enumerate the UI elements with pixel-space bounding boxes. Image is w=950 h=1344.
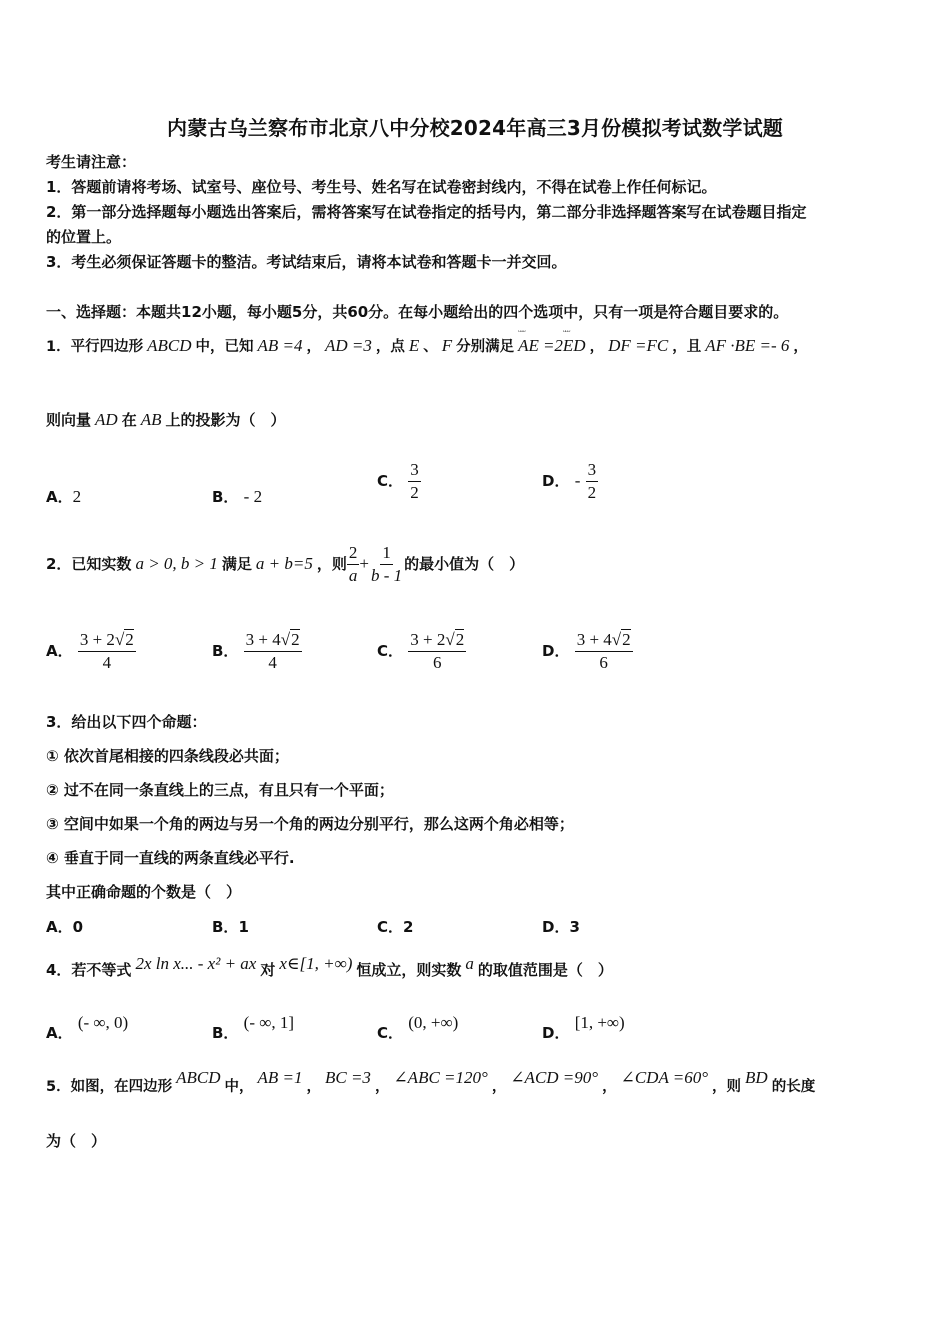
math: a + b=5 bbox=[255, 554, 313, 573]
text: 中， bbox=[224, 1079, 254, 1095]
q1-option-a[interactable] bbox=[46, 486, 81, 507]
option-label: A． bbox=[46, 1024, 73, 1042]
denominator: 2 bbox=[410, 483, 419, 502]
question-5-ask: 为（ ） bbox=[46, 1132, 107, 1150]
notice-item: 2．第一部分选择题每小题选出答案后，需将答案写在试卷指定的括号内，第二部分非选择题答案写在试卷题目指定 bbox=[46, 203, 807, 221]
radical-prefix: 3 + 4 bbox=[576, 630, 612, 649]
math: ABCD bbox=[176, 1068, 221, 1087]
text: ，点 bbox=[375, 339, 405, 355]
option-value: (- ∞, 1] bbox=[243, 1013, 295, 1032]
q3-option-c[interactable] bbox=[377, 916, 413, 937]
denominator: a bbox=[348, 566, 358, 585]
option-label: D． bbox=[542, 642, 570, 660]
text: 分别满足 bbox=[456, 339, 515, 355]
option-label: C． bbox=[377, 472, 404, 490]
math: 2x ln x... - x² + ax bbox=[135, 954, 257, 973]
math: F bbox=[441, 336, 453, 355]
text: 的长度 bbox=[771, 1079, 816, 1095]
option-value: (0, +∞) bbox=[408, 1013, 459, 1032]
denominator: 4 bbox=[102, 653, 112, 672]
text: ， bbox=[374, 1079, 390, 1095]
fraction bbox=[347, 543, 360, 586]
numerator: 3 + 4√2 bbox=[575, 630, 633, 652]
vector: ᵕᵕᵕ AE bbox=[518, 336, 539, 356]
option-value: 2 bbox=[403, 918, 414, 936]
text: ， bbox=[589, 339, 605, 355]
text: 的最小值为（ ） bbox=[404, 555, 525, 573]
question-1-ask bbox=[46, 410, 286, 430]
option-label: A． bbox=[46, 488, 73, 506]
q2-option-c[interactable] bbox=[377, 630, 466, 673]
statement: ② 过不在同一条直线上的三点，有且只有一个平面； bbox=[46, 781, 394, 799]
option-label: B． bbox=[212, 1024, 239, 1042]
question-2-stem bbox=[46, 543, 524, 586]
text: 、 bbox=[423, 339, 438, 355]
math: ∠CDA =60° bbox=[620, 1068, 709, 1087]
fraction bbox=[244, 630, 302, 673]
fraction bbox=[586, 460, 599, 503]
numerator: 3 bbox=[408, 460, 421, 482]
fraction bbox=[369, 543, 404, 586]
statement: ④ 垂直于同一直线的两条直线必平行. bbox=[46, 849, 295, 867]
text: 2．已知实数 bbox=[46, 555, 132, 573]
denominator: 6 bbox=[599, 653, 608, 672]
notice-item: 3．考生必须保证答题卡的整洁。考试结束后，请将本试卷和答题卡一并交回。 bbox=[46, 253, 567, 271]
q3-option-d[interactable] bbox=[542, 916, 580, 937]
denominator: b - 1 bbox=[370, 566, 403, 585]
fraction bbox=[408, 630, 466, 673]
option-value: 1 bbox=[238, 918, 249, 936]
numerator: 1 bbox=[380, 543, 393, 565]
text: ， bbox=[491, 1079, 507, 1095]
option-label: C． bbox=[377, 918, 404, 936]
radical-prefix: 3 + 4 bbox=[245, 630, 281, 649]
q3-option-b[interactable] bbox=[212, 916, 249, 937]
section-heading: 一、选择题：本题共12小题，每小题5分，共60分。在每小题给出的四个选项中，只有一项是符合题目要求的。 bbox=[46, 303, 789, 321]
math: ABCD bbox=[147, 336, 192, 355]
text: 5．如图，在四边形 bbox=[46, 1079, 173, 1095]
text: 4．若不等式 bbox=[46, 961, 132, 979]
text: 中，已知 bbox=[195, 339, 254, 355]
option-label: B． bbox=[212, 918, 239, 936]
option-value: - 2 bbox=[243, 487, 263, 506]
notice-item: 1．答题前请将考场、试室号、座位号、考生号、姓名写在试卷密封线内，不得在试卷上作任何标记。 bbox=[46, 178, 717, 196]
text: 恒成立，则实数 bbox=[356, 961, 462, 979]
denominator: 4 bbox=[268, 653, 277, 672]
denominator: 2 bbox=[587, 483, 597, 502]
text: ， bbox=[306, 1079, 321, 1095]
fraction bbox=[78, 630, 136, 673]
text: ， bbox=[306, 339, 321, 355]
text: ，则 bbox=[712, 1079, 742, 1095]
text: 则向量 bbox=[46, 411, 92, 429]
math: ∠ABC =120° bbox=[393, 1068, 488, 1087]
math: DF =FC bbox=[608, 336, 669, 355]
fraction bbox=[408, 460, 421, 503]
q4-option-a[interactable] bbox=[46, 1012, 129, 1042]
notice-heading: 考生请注意： bbox=[46, 153, 137, 171]
option-label: C． bbox=[377, 1024, 404, 1042]
option-value: 2 bbox=[72, 487, 82, 506]
q2-option-b[interactable] bbox=[212, 630, 302, 673]
option-label: B． bbox=[212, 642, 239, 660]
question-3-stem: 3．给出以下四个命题： bbox=[46, 713, 207, 731]
math: AB =4 bbox=[257, 336, 303, 355]
statement: ③ 空间中如果一个角的两边与另一个角的两边分别平行，那么这两个角必相等； bbox=[46, 815, 574, 833]
radicand: 2 bbox=[291, 630, 300, 649]
math: AB bbox=[140, 410, 162, 429]
statement: ① 依次首尾相接的四条线段必共面； bbox=[46, 747, 289, 765]
q4-option-c[interactable] bbox=[377, 1012, 459, 1042]
text: 满足 bbox=[221, 555, 252, 573]
q3-option-a[interactable] bbox=[46, 916, 83, 937]
text: ，且 bbox=[672, 339, 702, 355]
radicand: 2 bbox=[622, 630, 631, 649]
text: ， bbox=[793, 339, 808, 355]
q2-option-a[interactable] bbox=[46, 630, 136, 673]
plus-sign: + bbox=[359, 554, 369, 573]
math: E bbox=[408, 336, 420, 355]
page-title: 内蒙古乌兰察布市北京八中分校2024年高三3月份模拟考试数学试题 bbox=[167, 116, 783, 140]
math: AD =3 bbox=[324, 336, 372, 355]
text: ， bbox=[602, 1079, 617, 1095]
radical-prefix: 3 + 2 bbox=[79, 630, 115, 649]
option-label: D． bbox=[542, 472, 570, 490]
q1-option-d[interactable] bbox=[542, 460, 598, 503]
fraction bbox=[575, 630, 633, 673]
numerator: 3 + 2√2 bbox=[78, 630, 136, 652]
numerator: 3 + 4√2 bbox=[244, 630, 302, 652]
question-3-ask: 其中正确命题的个数是（ ） bbox=[46, 883, 242, 901]
notice-item: 的位置上。 bbox=[46, 228, 122, 246]
math: ∠ACD =90° bbox=[510, 1068, 599, 1087]
option-label: C． bbox=[377, 642, 404, 660]
q4-option-b[interactable] bbox=[212, 1012, 295, 1042]
option-value: 3 bbox=[569, 918, 580, 936]
numerator: 3 + 2√2 bbox=[408, 630, 466, 652]
question-4-stem bbox=[46, 954, 613, 980]
radicand: 2 bbox=[455, 630, 465, 649]
math: AD bbox=[95, 410, 118, 429]
math: AF ·BE =- 6 bbox=[705, 336, 790, 355]
sign: - bbox=[574, 471, 581, 490]
option-label: B． bbox=[212, 488, 239, 506]
denominator: 6 bbox=[432, 653, 442, 672]
option-value: [1, +∞) bbox=[574, 1013, 625, 1032]
numerator: 3 bbox=[586, 460, 599, 482]
text: ，则 bbox=[316, 555, 347, 573]
option-value: (- ∞, 0) bbox=[77, 1013, 129, 1032]
text: 1．平行四边形 bbox=[46, 339, 144, 355]
option-label: D． bbox=[542, 918, 570, 936]
radicand: 2 bbox=[125, 630, 134, 649]
math: a bbox=[465, 954, 474, 973]
math: x∈[1, +∞) bbox=[279, 954, 353, 973]
vector: ᵕᵕᵕ ED bbox=[563, 336, 586, 356]
option-label: A． bbox=[46, 918, 73, 936]
math: BD bbox=[745, 1068, 768, 1087]
math: AB =1 bbox=[257, 1068, 303, 1087]
q2-option-d[interactable] bbox=[542, 630, 633, 673]
text: 对 bbox=[260, 961, 276, 979]
text: 在 bbox=[121, 411, 137, 429]
q1-option-b[interactable] bbox=[212, 486, 262, 507]
text: 的取值范围是（ ） bbox=[477, 961, 613, 979]
option-label: D． bbox=[542, 1024, 570, 1042]
q4-option-d[interactable] bbox=[542, 1012, 625, 1042]
question-5-stem bbox=[46, 1068, 816, 1097]
option-label: A． bbox=[46, 642, 73, 660]
option-value: 0 bbox=[72, 918, 84, 936]
math: a > 0, b > 1 bbox=[135, 554, 218, 573]
math: =2 bbox=[542, 336, 563, 355]
text: 上的投影为（ ） bbox=[165, 411, 286, 429]
numerator: 2 bbox=[347, 543, 360, 565]
q1-option-c[interactable] bbox=[377, 460, 421, 503]
radical-prefix: 3 + 2 bbox=[410, 630, 446, 649]
question-1-stem bbox=[46, 336, 808, 357]
math: BC =3 bbox=[324, 1068, 371, 1087]
